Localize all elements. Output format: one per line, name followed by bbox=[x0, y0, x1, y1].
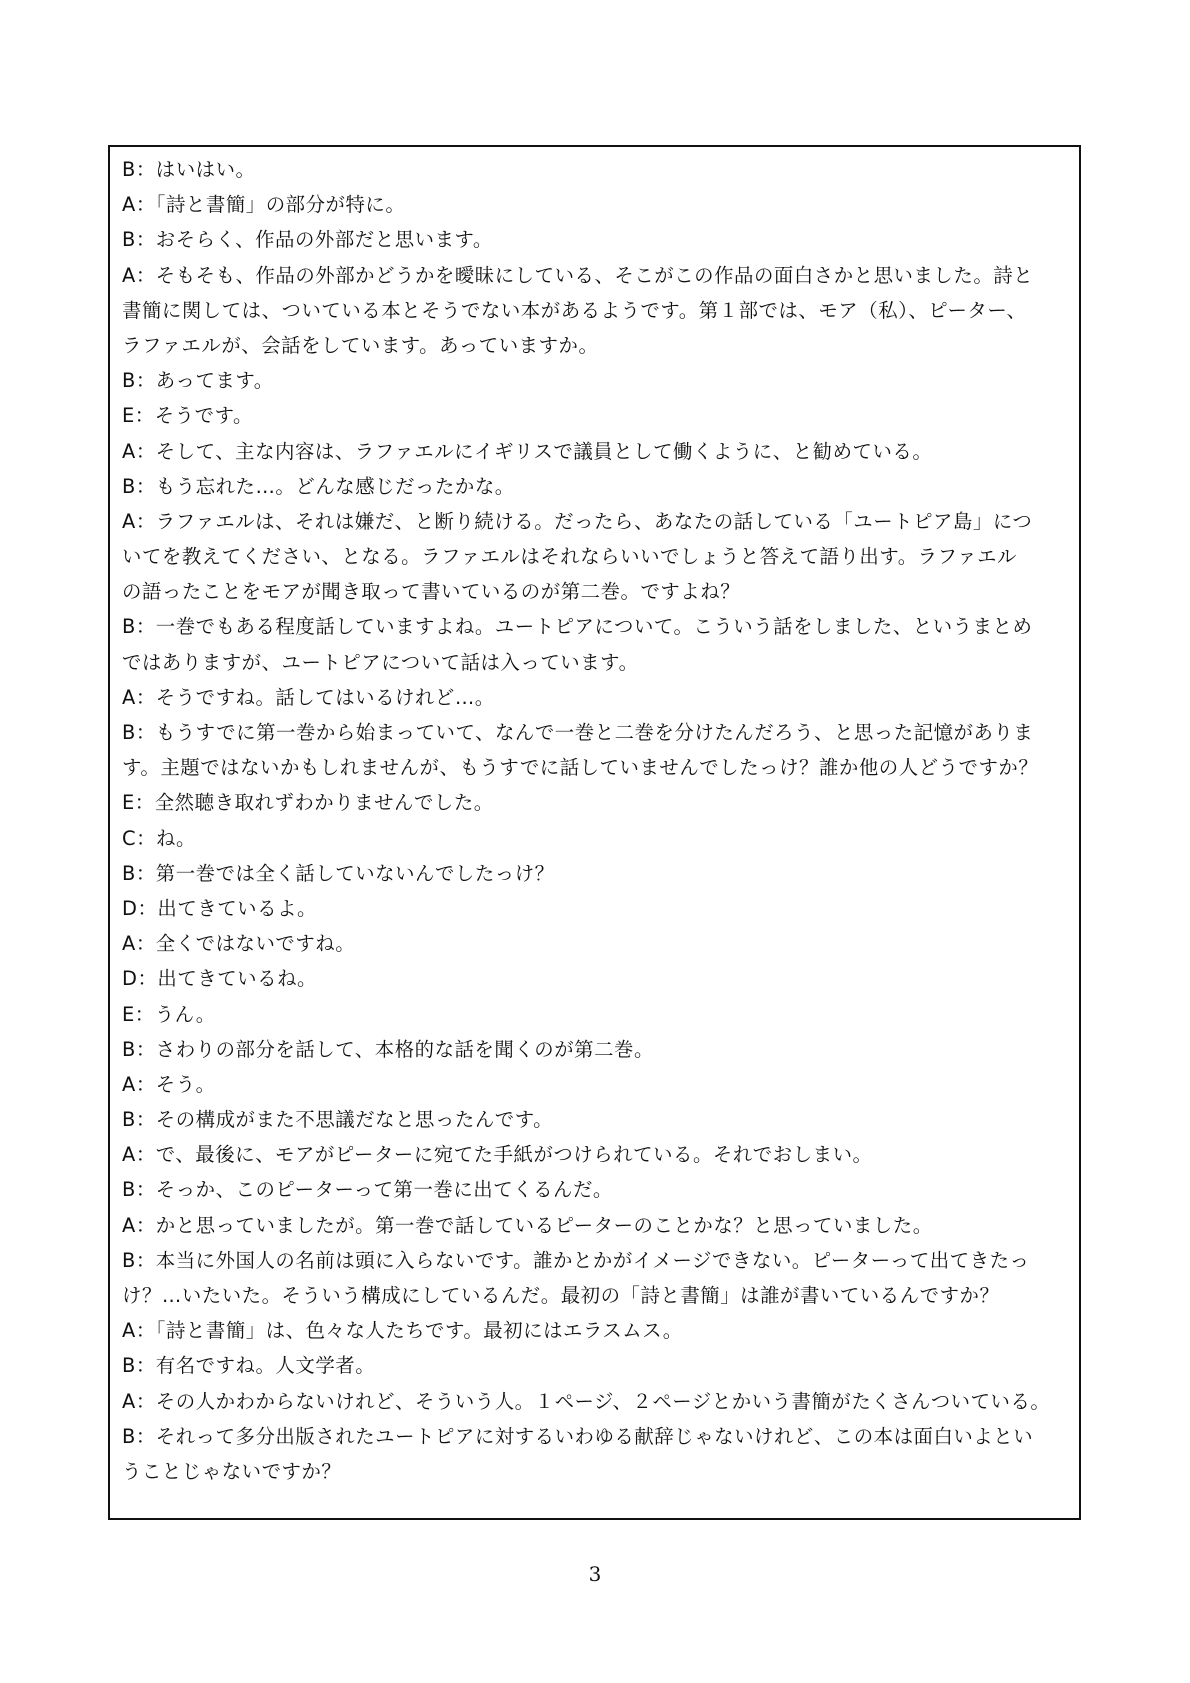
transcript-line: B：そっか、このピーターって第一巻に出てくるんだ。 bbox=[122, 1178, 613, 1202]
transcript-line: A：かと思っていましたが。第一巻で話しているピーターのことかな？と思っていました。 bbox=[122, 1213, 933, 1237]
transcript-line: ではありますが、ユートピアについて話は入っています。 bbox=[122, 650, 639, 674]
transcript-line: E：全然聴き取れずわかりませんでした。 bbox=[122, 791, 494, 815]
transcript-line: E：そうです。 bbox=[122, 404, 253, 428]
transcript-line: D：出てきているよ。 bbox=[122, 896, 317, 920]
transcript-line: B：有名ですね。人文学者。 bbox=[122, 1354, 376, 1378]
transcript-line: A：そして、主な内容は、ラファエルにイギリスで議員として働くように、と勧めている。 bbox=[122, 439, 933, 463]
transcript-line: A：「詩と書簡」の部分が特に。 bbox=[122, 193, 406, 217]
transcript-line: A：そもそも、作品の外部かどうかを曖昧にしている、そこがこの作品の面白さかと思いました。詩と bbox=[122, 263, 1034, 287]
page-number: 3 bbox=[588, 1562, 602, 1586]
transcript-line: いてを教えてください、となる。ラファエルはそれならいいでしょうと答えて語り出す。ラファエル bbox=[122, 545, 1017, 569]
transcript-line: 書簡に関しては、ついている本とそうでない本があるようです。第１部では、モア（私）、ピーター、 bbox=[122, 298, 1027, 322]
transcript-line: ラファエルが、会話をしています。あっていますか。 bbox=[122, 333, 599, 357]
transcript-line: B：もうすでに第一巻から始まっていて、なんで一巻と二巻を分けたんだろう、と思った記憶がありま bbox=[122, 721, 1034, 744]
transcript-line: A：ラファエルは、それは嫌だ、と断り続ける。だったら、あなたの話している「ユートピア島」につ bbox=[122, 509, 1033, 533]
transcript-line: うことじゃないですか？ bbox=[122, 1459, 342, 1483]
transcript-line: B：おそらく、作品の外部だと思います。 bbox=[122, 228, 493, 252]
transcript-line: A：で、最後に、モアがピーターに宛てた手紙がつけられている。それでおしまい。 bbox=[122, 1143, 873, 1167]
transcript-line: E：うん。 bbox=[122, 1002, 216, 1026]
transcript-line: B：一巻でもある程度話していますよね。ユートピアについて。こういう話をしました、というまとめ bbox=[122, 615, 1033, 639]
transcript-line: の語ったことをモアが聞き取って書いているのが第二巻。ですよね？ bbox=[122, 580, 741, 604]
transcript-line: B：さわりの部分を話して、本格的な話を聞くのが第二巻。 bbox=[122, 1037, 654, 1061]
transcript-line: A：「詩と書簡」は、色々な人たちです。最初にはエラスムス。 bbox=[122, 1319, 683, 1343]
transcript-box bbox=[108, 145, 1081, 1520]
transcript-line: A：そうですね。話してはいるけれど…。 bbox=[122, 685, 495, 709]
transcript-line: B：あってます。 bbox=[122, 369, 274, 393]
transcript-line: B：はいはい。 bbox=[122, 158, 256, 181]
transcript-line: D：出てきているね。 bbox=[122, 967, 317, 991]
transcript-line: A：そう。 bbox=[122, 1072, 216, 1096]
transcript-line: B：その構成がまた不思議だなと思ったんです。 bbox=[122, 1108, 554, 1132]
transcript-line: A：その人かわからないけれど、そういう人。１ページ、２ページとかいう書簡がたくさんついている。 bbox=[122, 1389, 1051, 1413]
transcript-line: A：全くではないですね。 bbox=[122, 932, 356, 956]
transcript-line: B：もう忘れた…。どんな感じだったかな。 bbox=[122, 474, 515, 498]
transcript-line: B：本当に外国人の名前は頭に入らないです。誰かとかがイメージできない。ピーターって出てきたっ bbox=[122, 1248, 1030, 1272]
transcript-line: す。主題ではないかもしれませんが、もうすでに話していませんでしたっけ？誰か他の人どうですか？ bbox=[122, 756, 1039, 780]
transcript-line: B：第一巻では全く話していないんでしたっけ？ bbox=[122, 861, 555, 885]
transcript-line: け？…いたいた。そういう構成にしているんだ。最初の「詩と書簡」は誰が書いているんですか？ bbox=[122, 1284, 1000, 1307]
transcript-line: C：ね。 bbox=[122, 826, 196, 850]
transcript-line: B：それって多分出版されたユートピアに対するいわゆる献辞じゃないけれど、この本は面白いよとい bbox=[122, 1424, 1034, 1448]
